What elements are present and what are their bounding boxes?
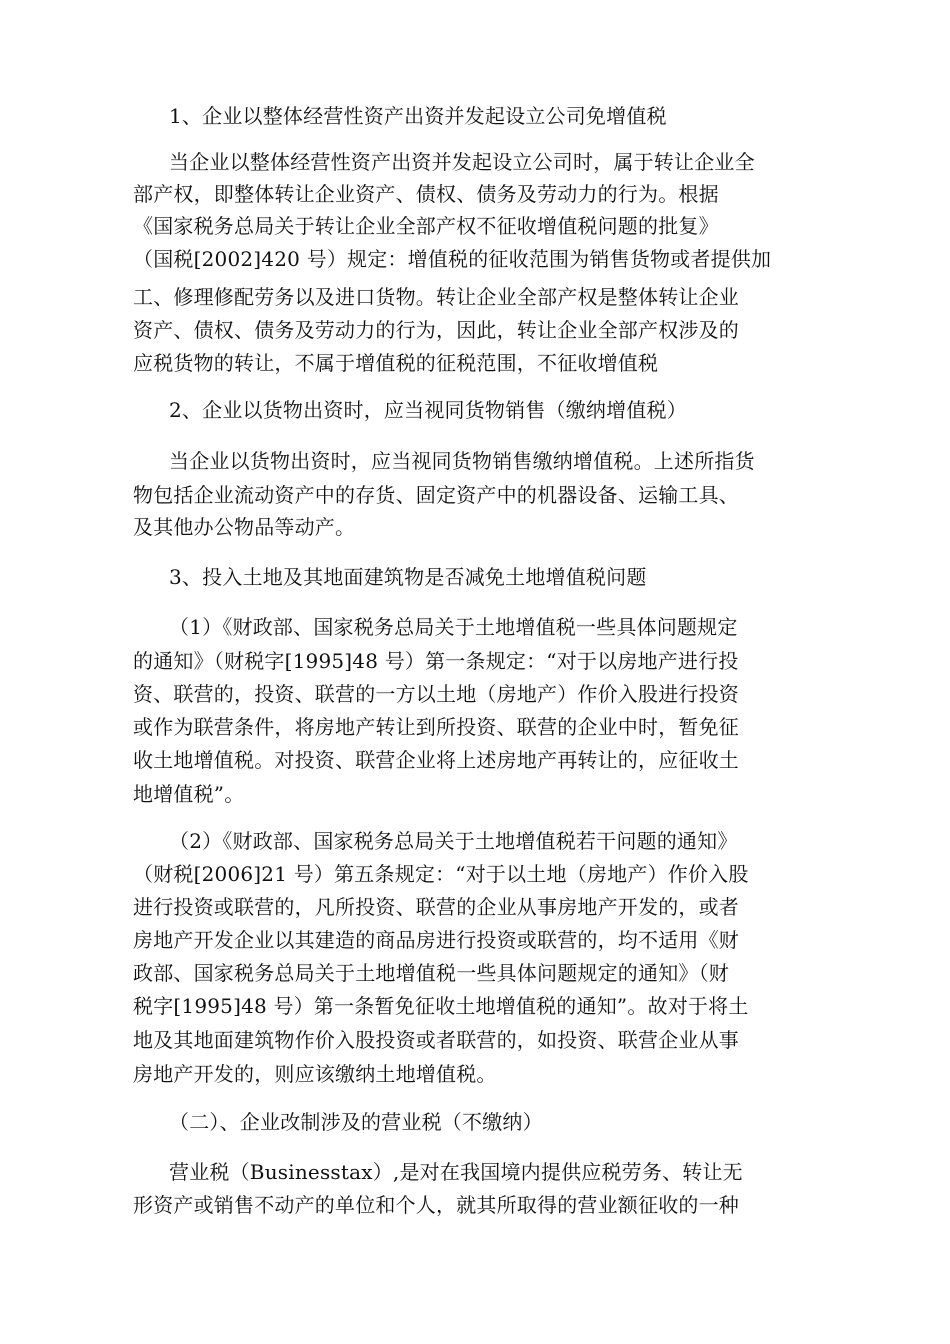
paragraph-line: （国税[2002]420 号）规定：增值税的征收范围为销售货物或者提供加 [133,247,772,271]
paragraph-line: 当企业以货物出资时，应当视同货物销售缴纳增值税。上述所指货 [169,449,755,473]
paragraph-line: （财税[2006]21 号）第五条规定：“对于以土地（房地产）作价入股 [133,862,749,886]
paragraph-line: 收土地增值税。对投资、联营企业将上述房地产再转让的，应征收土 [133,748,739,772]
paragraph-line: 或作为联营条件，将房地产转让到所投资、联营的企业中时，暂免征 [133,715,739,739]
paragraph-line: 《国家税务总局关于转让企业全部产权不征收增值税问题的批复》 [133,214,719,238]
paragraph-line: 房地产开发企业以其建造的商品房进行投资或联营的，均不适用《财 [133,928,739,952]
paragraph-line: 营业税（Businesstax）,是对在我国境内提供应税劳务、转让无 [169,1160,743,1184]
paragraph-line: 物包括企业流动资产中的存货、固定资产中的机器设备、运输工具、 [133,483,739,507]
heading-goods-contribution-vat: 2、企业以货物出资时，应当视同货物销售（缴纳增值税） [169,398,687,422]
paragraph-line: 工、修理修配劳务以及进口货物。转让企业全部产权是整体转让企业 [133,285,739,309]
paragraph-line: 进行投资或联营的，凡所投资、联营的企业从事房地产开发的，或者 [133,895,739,919]
paragraph-line: 地增值税”。 [133,782,245,806]
paragraph-line: 资产、债权、债务及劳动力的行为，因此，转让企业全部产权涉及的 [133,318,739,342]
paragraph-line: 形资产或销售不动产的单位和个人，就其所取得的营业额征收的一种 [133,1193,739,1217]
paragraph-line: 政部、国家税务总局关于土地增值税一些具体问题规定的通知》（财 [133,961,729,985]
paragraph-line: 应税货物的转让，不属于增值税的征税范围，不征收增值税 [133,351,659,375]
paragraph-line: 地及其地面建筑物作价入股投资或者联营的，如投资、联营企业从事 [133,1028,739,1052]
paragraph-line: （1）《财政部、国家税务总局关于土地增值税一些具体问题规定 [169,615,738,639]
paragraph-line: （2）《财政部、国家税务总局关于土地增值税若干问题的通知》 [169,829,738,853]
paragraph-line: 及其他办公物品等动产。 [133,515,356,539]
heading-business-tax: （二）、企业改制涉及的营业税（不缴纳） [169,1110,543,1134]
paragraph-line: 当企业以整体经营性资产出资并发起设立公司时，属于转让企业全 [169,150,755,174]
paragraph-line: 资、联营的，投资、联营的一方以土地（房地产）作价入股进行投资 [133,682,739,706]
paragraph-line: 税字[1995]48 号）第一条暂免征收土地增值税的通知”。故对于将土 [133,994,749,1018]
paragraph-line: 部产权，即整体转让企业资产、债权、债务及劳动力的行为。根据 [133,182,719,206]
paragraph-line: 的通知》（财税字[1995]48 号）第一条规定：“对于以房地产进行投 [133,649,739,673]
heading-vat-exemption-asset-contribution: 1、企业以整体经营性资产出资并发起设立公司免增值税 [169,104,667,128]
heading-land-appreciation-tax: 3、投入土地及其地面建筑物是否减免土地增值税问题 [169,565,647,589]
paragraph-line: 房地产开发的，则应该缴纳土地增值税。 [133,1062,497,1086]
